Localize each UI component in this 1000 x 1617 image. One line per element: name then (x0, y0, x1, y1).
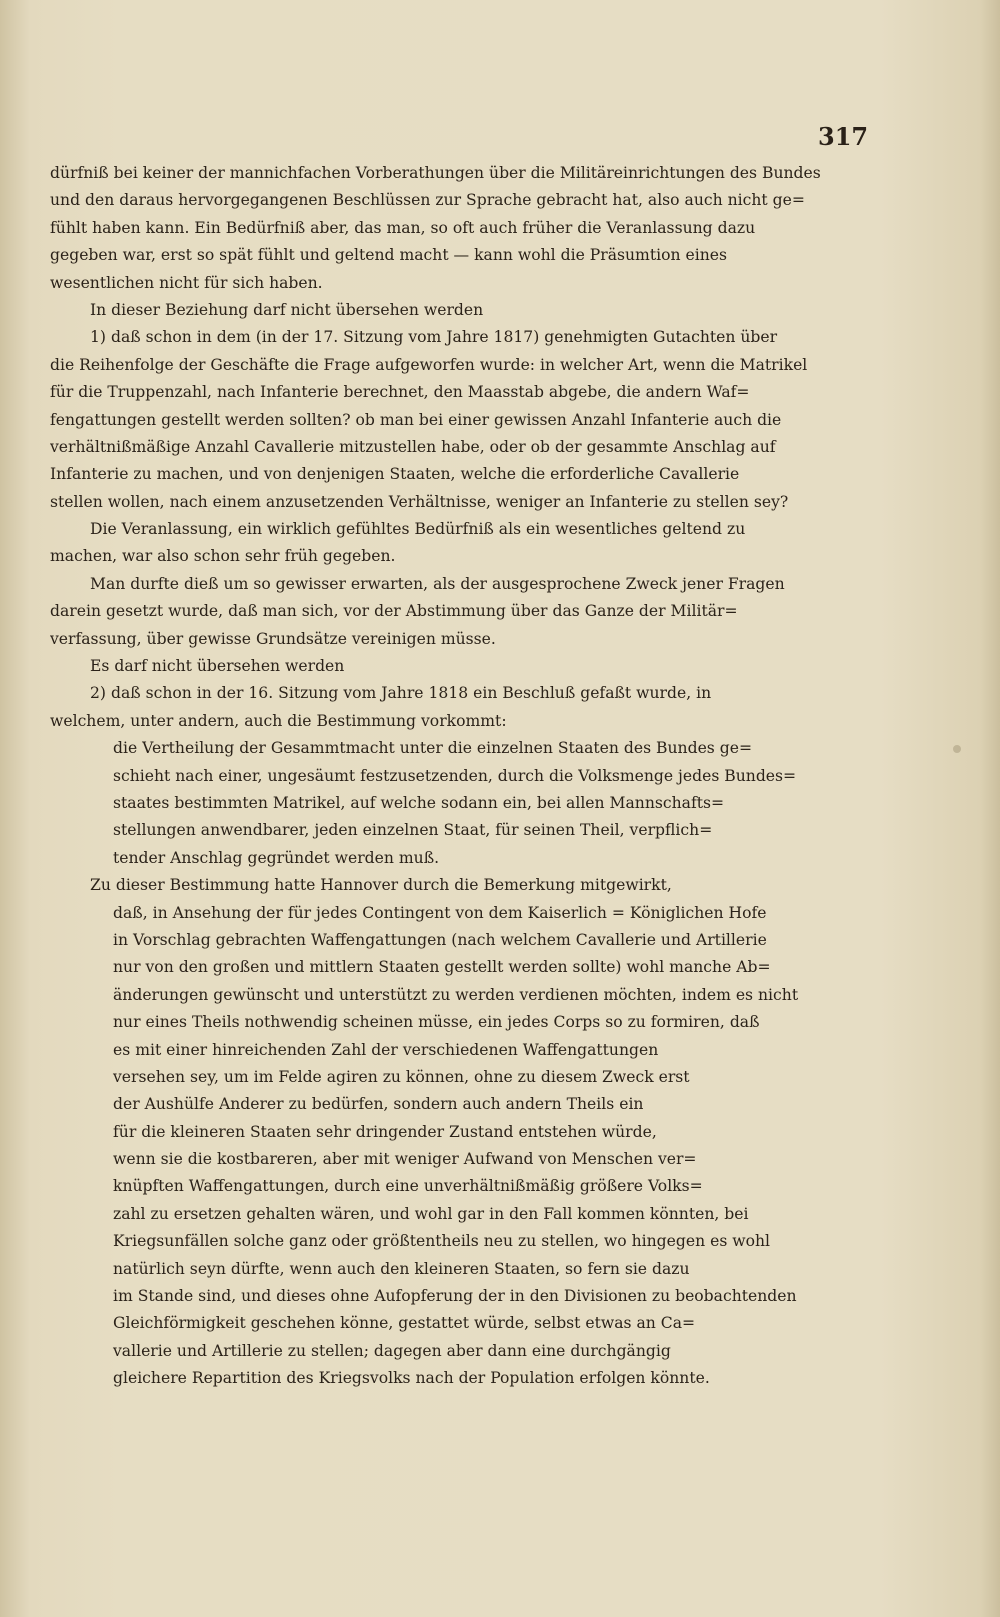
text-line: verhältnißmäßige Anzahl Cavallerie mitzustellen habe, oder ob der gesammte Anschlag auf (50, 437, 776, 456)
page-number: 317 (818, 122, 869, 151)
text-line: für die Truppenzahl, nach Infanterie berechnet, den Maasstab abgebe, die andern Waf= (50, 383, 750, 402)
text-line: wenn sie die kostbareren, aber mit weniger Aufwand von Menschen ver= (113, 1150, 697, 1169)
text-line: fühlt haben kann. Ein Bedürfniß aber, das man, so oft auch früher die Veranlassung dazu (50, 218, 756, 237)
text-line: Zu dieser Bestimmung hatte Hannover durch die Bemerkung mitgewirkt, (90, 876, 672, 895)
text-line: wesentlichen nicht für sich haben. (50, 273, 323, 292)
text-line: stellen wollen, nach einem anzusetzenden Verhältnisse, weniger an Infanterie zu stellen sey? (50, 492, 789, 511)
text-line: 2) daß schon in der 16. Sitzung vom Jahre 1818 ein Beschluß gefaßt wurde, in (90, 684, 712, 703)
text-line: versehen sey, um im Felde agiren zu können, ohne zu diesem Zweck erst (113, 1067, 690, 1086)
text-line: dürfniß bei keiner der mannichfachen Vorberathungen über die Militäreinrichtungen des Bundes (50, 164, 821, 182)
text-line: die Reihenfolge der Geschäfte die Frage aufgeworfen wurde: in welcher Art, wenn die Matrikel (50, 355, 808, 374)
text-line: nur eines Theils nothwendig scheinen müsse, ein jedes Corps so zu formiren, daß (113, 1013, 760, 1032)
text-line: im Stande sind, und dieses ohne Aufopferung der in den Divisionen zu beobachtenden (113, 1287, 797, 1306)
text-line: Kriegsunfällen solche ganz oder größtentheils neu zu stellen, wo hingegen es wohl (113, 1232, 771, 1251)
text-line: Gleichförmigkeit geschehen könne, gestattet würde, selbst etwas an Ca= (113, 1314, 696, 1333)
text-line: der Aushülfe Anderer zu bedürfen, sondern auch andern Theils ein (113, 1095, 644, 1114)
text-line: verfassung, über gewisse Grundsätze vereinigen müsse. (50, 629, 496, 648)
body-text (50, 160, 865, 1393)
text-line: änderungen gewünscht und unterstützt zu werden verdienen möchten, indem es nicht (113, 985, 799, 1004)
text-line: tender Anschlag gegründet werden muß. (113, 848, 440, 867)
text-line: in Vorschlag gebrachten Waffengattungen (nach welchem Cavallerie und Artillerie (113, 930, 767, 949)
text-line: machen, war also schon sehr früh gegeben. (50, 547, 396, 566)
text-line: für die kleineren Staaten sehr dringender Zustand entstehen würde, (113, 1122, 657, 1141)
text-line: zahl zu ersetzen gehalten wären, und wohl gar in den Fall kommen könnten, bei (113, 1204, 749, 1223)
text-line: darein gesetzt wurde, daß man sich, vor der Abstimmung über das Ganze der Militär= (50, 602, 738, 621)
text-line: natürlich seyn dürfte, wenn auch den kleineren Staaten, so fern sie dazu (113, 1259, 690, 1278)
text-line: gleichere Repartition des Kriegsvolks nach der Population erfolgen könnte. (113, 1369, 710, 1388)
text-line: gegeben war, erst so spät fühlt und geltend macht — kann wohl die Präsumtion eines (50, 246, 727, 265)
text-line: Man durfte dieß um so gewisser erwarten, als der ausgesprochene Zweck jener Fragen (90, 574, 785, 593)
text-line: In dieser Beziehung darf nicht übersehen werden (90, 300, 484, 319)
text-line: vallerie und Artillerie zu stellen; dagegen aber dann eine durchgängig (113, 1341, 671, 1360)
text-line: Es darf nicht übersehen werden (90, 657, 345, 676)
text-line: und den daraus hervorgegangenen Beschlüssen zur Sprache gebracht hat, also auch nicht ge= (50, 191, 805, 210)
text-line: es mit einer hinreichenden Zahl der verschiedenen Waffengattungen (113, 1040, 659, 1059)
text-line: knüpften Waffengattungen, durch eine unverhältnißmäßig größere Volks= (113, 1177, 703, 1196)
text-line: 1) daß schon in dem (in der 17. Sitzung vom Jahre 1817) genehmigten Gutachten über (90, 328, 778, 347)
text-line: nur von den großen und mittlern Staaten gestellt werden sollte) wohl manche Ab= (113, 958, 771, 977)
text-line: fengattungen gestellt werden sollten? ob man bei einer gewissen Anzahl Infanterie auch die (50, 410, 782, 429)
text-line: die Vertheilung der Gesammtmacht unter die einzelnen Staaten des Bundes ge= (113, 739, 753, 758)
text-line: stellungen anwendbarer, jeden einzelnen Staat, für seinen Theil, verpflich= (113, 821, 713, 840)
ink-smudge (953, 745, 961, 753)
text-line: Infanterie zu machen, und von denjenigen Staaten, welche die erforderliche Cavallerie (50, 465, 740, 484)
text-line: staates bestimmten Matrikel, auf welche sodann ein, bei allen Mannschafts= (113, 793, 725, 812)
text-line: Die Veranlassung, ein wirklich gefühltes Bedürfniß als ein wesentliches geltend zu (90, 520, 746, 539)
text-line: daß, in Ansehung der für jedes Contingent von dem Kaiserlich = Königlichen Hofe (113, 903, 767, 922)
text-line: schieht nach einer, ungesäumt festzusetzenden, durch die Volksmenge jedes Bundes= (113, 766, 797, 785)
text-line: welchem, unter andern, auch die Bestimmung vorkommt: (50, 711, 507, 730)
